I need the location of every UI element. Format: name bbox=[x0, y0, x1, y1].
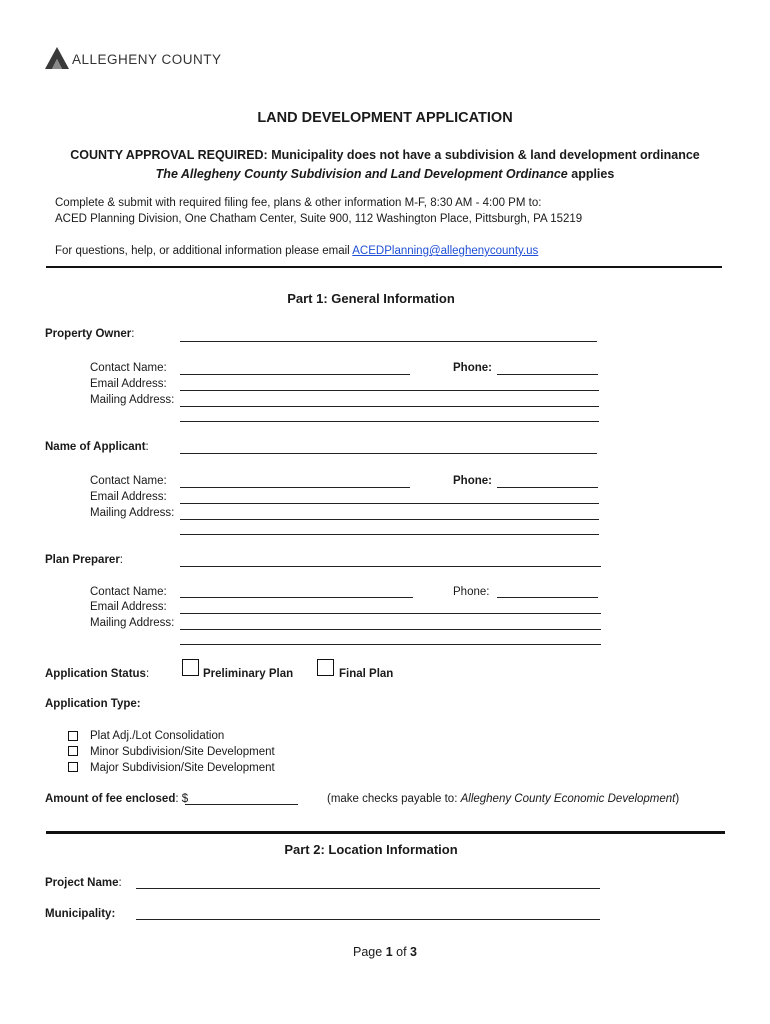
plan-preparer-label: Plan Preparer: bbox=[45, 554, 123, 566]
type-checkbox-plat[interactable] bbox=[68, 731, 78, 741]
instructions-line-1: Complete & submit with required filing fee, plans & other information M-F, 8:30 AM - 4:00 PM to: bbox=[55, 197, 542, 209]
fee-label: Amount of fee enclosed: $ bbox=[45, 793, 189, 805]
ordinance-line bbox=[0, 167, 770, 181]
section-divider bbox=[46, 266, 722, 268]
preparer-email-field[interactable] bbox=[180, 613, 601, 614]
municipality-label: Municipality: bbox=[45, 908, 116, 920]
instructions-line-2: ACED Planning Division, One Chatham Center, Suite 900, 112 Washington Place, Pittsburgh, PA 15219 bbox=[55, 213, 583, 225]
preparer-contact-name-field[interactable] bbox=[180, 597, 413, 598]
property-owner-field[interactable] bbox=[180, 341, 597, 342]
applicant-email-field[interactable] bbox=[180, 503, 599, 504]
preparer-mailing-field[interactable] bbox=[180, 629, 601, 630]
preparer-phone-label: Phone: bbox=[453, 586, 490, 598]
application-status-label: Application Status: bbox=[45, 668, 150, 680]
owner-contact-name-field[interactable] bbox=[180, 374, 410, 375]
page-number: Page 1 of 3 bbox=[353, 945, 417, 959]
project-name-field[interactable] bbox=[136, 888, 600, 889]
applicant-phone-field[interactable] bbox=[497, 487, 598, 488]
logo-text: ALLEGHENY COUNTY bbox=[72, 52, 222, 67]
part2-heading: Part 2: Location Information bbox=[284, 842, 458, 857]
plan-preparer-field[interactable] bbox=[180, 566, 601, 567]
type-label-plat: Plat Adj./Lot Consolidation bbox=[90, 730, 225, 742]
type-label-minor: Minor Subdivision/Site Development bbox=[90, 746, 275, 758]
owner-mailing-field[interactable] bbox=[180, 406, 599, 407]
preparer-contact-name-label: Contact Name: bbox=[90, 586, 167, 598]
project-name-label: Project Name: bbox=[45, 877, 122, 889]
applicant-field[interactable] bbox=[180, 453, 597, 454]
owner-mailing-field-2[interactable] bbox=[180, 421, 599, 422]
owner-contact-name-label: Contact Name: bbox=[90, 362, 167, 374]
owner-phone-field[interactable] bbox=[497, 374, 598, 375]
approval-line: COUNTY APPROVAL REQUIRED: Municipality does not have a subdivision & land development ordinance bbox=[70, 148, 700, 162]
municipality-field[interactable] bbox=[136, 919, 600, 920]
applicant-mailing-label: Mailing Address: bbox=[90, 507, 175, 519]
owner-email-field[interactable] bbox=[180, 390, 599, 391]
preliminary-plan-checkbox[interactable] bbox=[182, 659, 199, 676]
fee-field[interactable] bbox=[185, 804, 298, 805]
ordinance-name: The Allegheny County Subdivision and Land Development Ordinance bbox=[155, 167, 568, 181]
owner-email-label: Email Address: bbox=[90, 378, 167, 390]
page-title: LAND DEVELOPMENT APPLICATION bbox=[257, 110, 513, 126]
preparer-mailing-label: Mailing Address: bbox=[90, 617, 175, 629]
property-owner-label: Property Owner: bbox=[45, 328, 135, 340]
preliminary-plan-label: Preliminary Plan bbox=[203, 668, 294, 680]
email-link[interactable]: ACEDPlanning@alleghenycounty.us bbox=[352, 245, 539, 257]
applies-text: applies bbox=[567, 167, 615, 181]
type-checkbox-major[interactable] bbox=[68, 762, 78, 772]
applicant-email-label: Email Address: bbox=[90, 491, 167, 503]
part1-heading: Part 1: General Information bbox=[287, 291, 455, 306]
preparer-email-label: Email Address: bbox=[90, 601, 167, 613]
applicant-label: Name of Applicant: bbox=[45, 441, 149, 453]
final-plan-label: Final Plan bbox=[339, 668, 394, 680]
preparer-phone-field[interactable] bbox=[497, 597, 598, 598]
final-plan-checkbox[interactable] bbox=[317, 659, 334, 676]
section-divider-2 bbox=[46, 831, 725, 834]
applicant-mailing-field-2[interactable] bbox=[180, 534, 599, 535]
questions-line bbox=[55, 245, 538, 257]
owner-phone-label: Phone: bbox=[453, 362, 492, 374]
application-type-label: Application Type: bbox=[45, 698, 141, 710]
type-label-major: Major Subdivision/Site Development bbox=[90, 762, 275, 774]
applicant-contact-name-field[interactable] bbox=[180, 487, 410, 488]
type-checkbox-minor[interactable] bbox=[68, 746, 78, 756]
preparer-mailing-field-2[interactable] bbox=[180, 644, 601, 645]
applicant-phone-label: Phone: bbox=[453, 475, 492, 487]
questions-text: For questions, help, or additional information please email bbox=[55, 245, 353, 257]
allegheny-county-logo-icon bbox=[45, 47, 69, 69]
applicant-contact-name-label: Contact Name: bbox=[90, 475, 167, 487]
owner-mailing-label: Mailing Address: bbox=[90, 394, 175, 406]
applicant-mailing-field[interactable] bbox=[180, 519, 599, 520]
checks-payable-note: (make checks payable to: Allegheny County Economic Development) bbox=[327, 793, 680, 805]
